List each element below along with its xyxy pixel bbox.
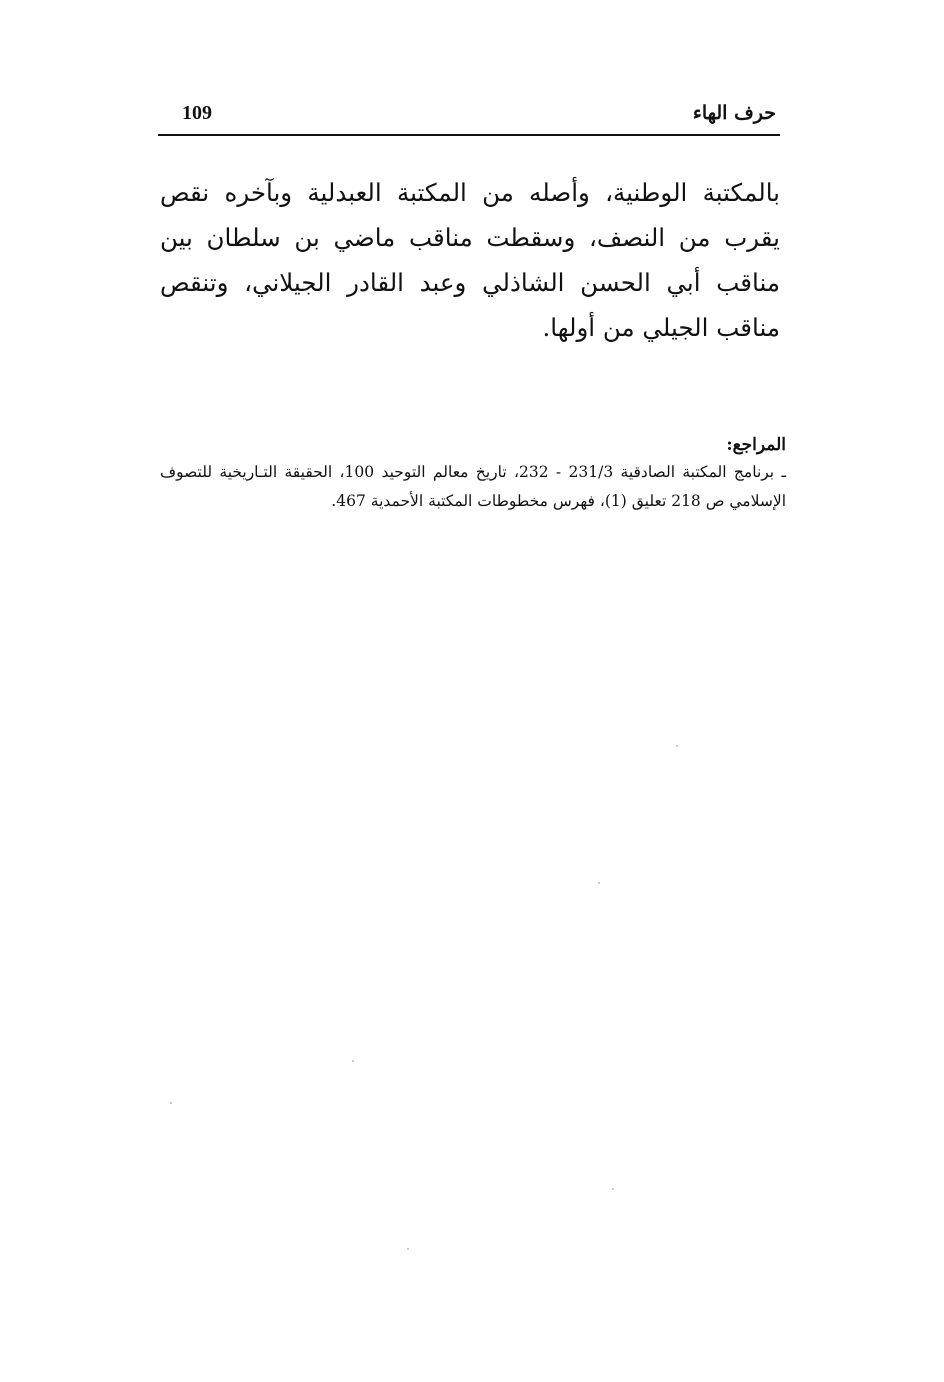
scan-speck bbox=[170, 1102, 172, 1104]
running-title: حرف الهاء bbox=[692, 102, 776, 124]
scan-speck bbox=[407, 1248, 409, 1250]
scan-speck bbox=[676, 745, 678, 747]
scan-speck bbox=[598, 882, 600, 884]
scan-speck bbox=[352, 1060, 354, 1062]
page-header bbox=[158, 100, 780, 136]
scan-speck bbox=[612, 1188, 614, 1190]
page-number: 109 bbox=[182, 102, 212, 124]
references-section bbox=[160, 432, 786, 516]
references-heading: المراجع: bbox=[726, 435, 786, 455]
body-paragraph: بالمكتبة الوطنية، وأصله من المكتبة العبدلية وبآخره نقص يقرب من النصف، وسقطت مناقب ماضي بن سلطان بين مناقب أبي الحسن الشاذلي وعبد القادر الجيلاني، وتنقص مناقب الجيلي من أولها. bbox=[160, 178, 780, 342]
references-text: ـ برنامج المكتبة الصادقية 231/3 - 232، تاريخ معالم التوحيد 100، الحقيقة التـاريخية للتصوف الإسلامي ص 218 تعليق (1)، فهرس مخطوطات المكتبة الأحمدية 467. bbox=[160, 463, 787, 510]
